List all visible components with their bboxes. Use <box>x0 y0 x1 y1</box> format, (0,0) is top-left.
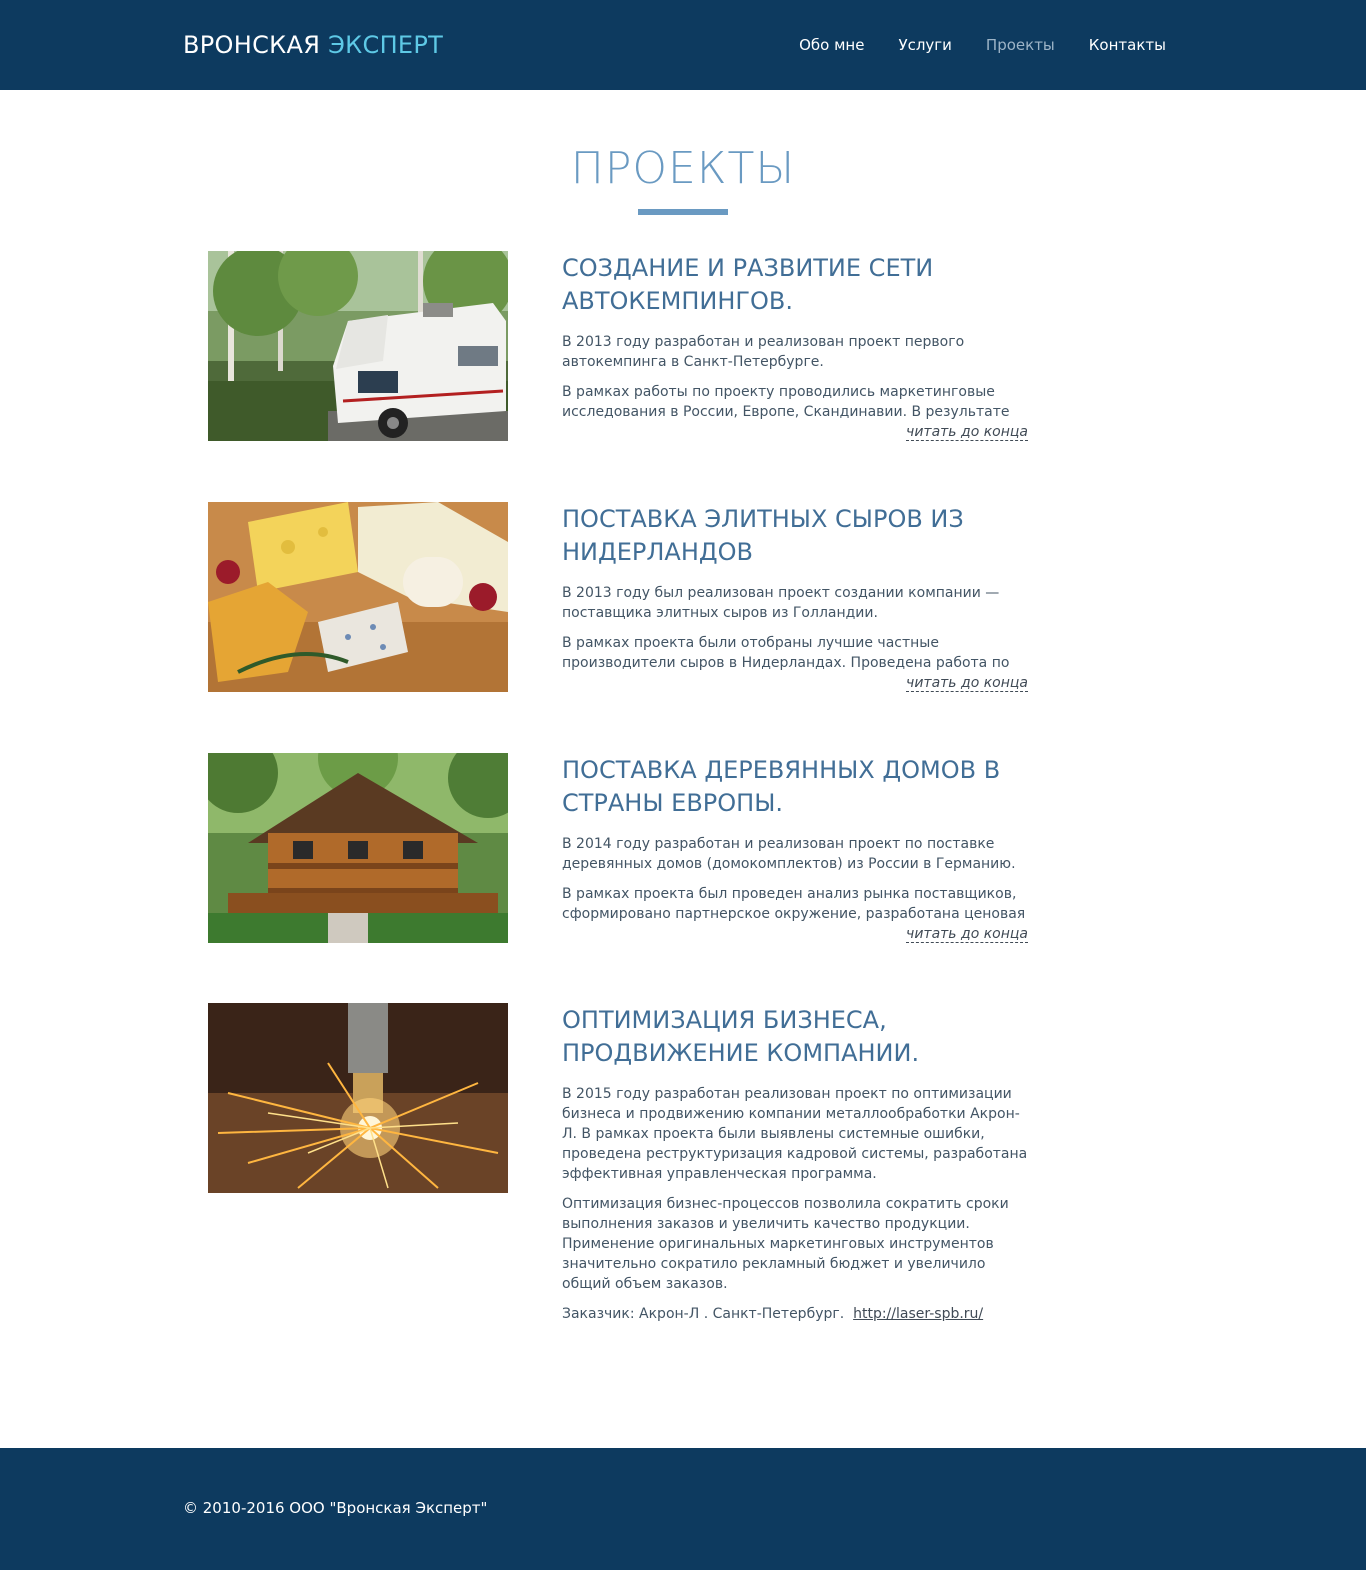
project-image-camper <box>208 251 508 441</box>
project-image-wooden-house <box>208 753 508 943</box>
nav-item-contacts[interactable]: Контакты <box>1088 36 1166 54</box>
project-title: ПОСТАВКА ДЕРЕВЯННЫХ ДОМОВ В СТРАНЫ ЕВРОПЫ. <box>562 756 1001 817</box>
nav-item-services[interactable]: Услуги <box>898 36 952 54</box>
read-more-container <box>562 673 1028 693</box>
read-more-container <box>562 422 1028 442</box>
project-description: В 2014 году разработан и реализован проект по поставке деревянных домов (домокомплектов) из России в Германию. <box>562 836 1016 872</box>
project-description: Оптимизация бизнес-процессов позволила сократить сроки выполнения заказов и увеличить качество продукции. Применение оригинальных маркетинговых инструментов значительно сократило рекламный бюджет и увеличило общий объем заказов. <box>562 1196 1009 1292</box>
project-title: СОЗДАНИЕ И РАЗВИТИЕ СЕТИ АВТОКЕМПИНГОВ. <box>562 254 934 315</box>
project-description: В рамках проекта был проведен анализ рынка поставщиков, сформировано партнерское окружение, разработана ценовая <box>562 886 1026 922</box>
client-website-link[interactable]: http://laser-spb.ru/ <box>853 1306 984 1322</box>
read-more-link[interactable]: читать до конца <box>906 675 1028 691</box>
main-nav <box>799 36 1166 54</box>
project-title: ОПТИМИЗАЦИЯ БИЗНЕСА, ПРОДВИЖЕНИЕ КОМПАНИИ. <box>562 1006 920 1067</box>
read-more-container <box>562 924 1028 944</box>
project-description: В 2013 году был реализован проект создании компании — поставщика элитных сыров из Голландии. <box>562 585 1000 621</box>
read-more-link[interactable]: читать до конца <box>906 424 1028 440</box>
project-description: В 2015 году разработан реализован проект по оптимизации бизнеса и продвижению компании металлообработки Акрон-Л. В рамках проекта были выявлены системные ошибки, проведена реструктуризация кадровой системы, разработана эффективная управленческая программа. <box>562 1086 1028 1182</box>
nav-item-about[interactable]: Обо мне <box>799 36 865 54</box>
nav-item-projects[interactable]: Проекты <box>985 36 1055 54</box>
project-title: ПОСТАВКА ЭЛИТНЫХ СЫРОВ ИЗ НИДЕРЛАНДОВ <box>562 505 964 566</box>
site-footer <box>0 1448 1366 1570</box>
project-client <box>562 1304 1028 1324</box>
site-logo[interactable] <box>183 31 443 59</box>
title-underline <box>638 209 728 215</box>
copyright-text: © 2010-2016 ООО "Вронская Эксперт" <box>183 1499 488 1517</box>
logo-text-accent: ЭКСПЕРТ <box>328 31 444 59</box>
client-label: Заказчик: Акрон-Л . Санкт-Петербург. <box>562 1306 845 1322</box>
top-header <box>0 0 1366 90</box>
read-more-link[interactable]: читать до конца <box>906 926 1028 942</box>
project-description: В рамках проекта были отобраны лучшие частные производители сыров в Нидерландах. Проведена работа по <box>562 635 1010 671</box>
page-title: ПРОЕКТЫ <box>570 143 796 194</box>
project-description: В рамках работы по проекту проводились маркетинговые исследования в России, Европе, Скандинавии. В результате <box>562 384 1010 420</box>
project-image-laser-cutting <box>208 1003 508 1193</box>
logo-text-main: ВРОНСКАЯ <box>183 31 321 59</box>
project-image-cheese <box>208 502 508 692</box>
project-description: В 2013 году разработан и реализован проект первого автокемпинга в Санкт-Петербурге. <box>562 334 965 370</box>
